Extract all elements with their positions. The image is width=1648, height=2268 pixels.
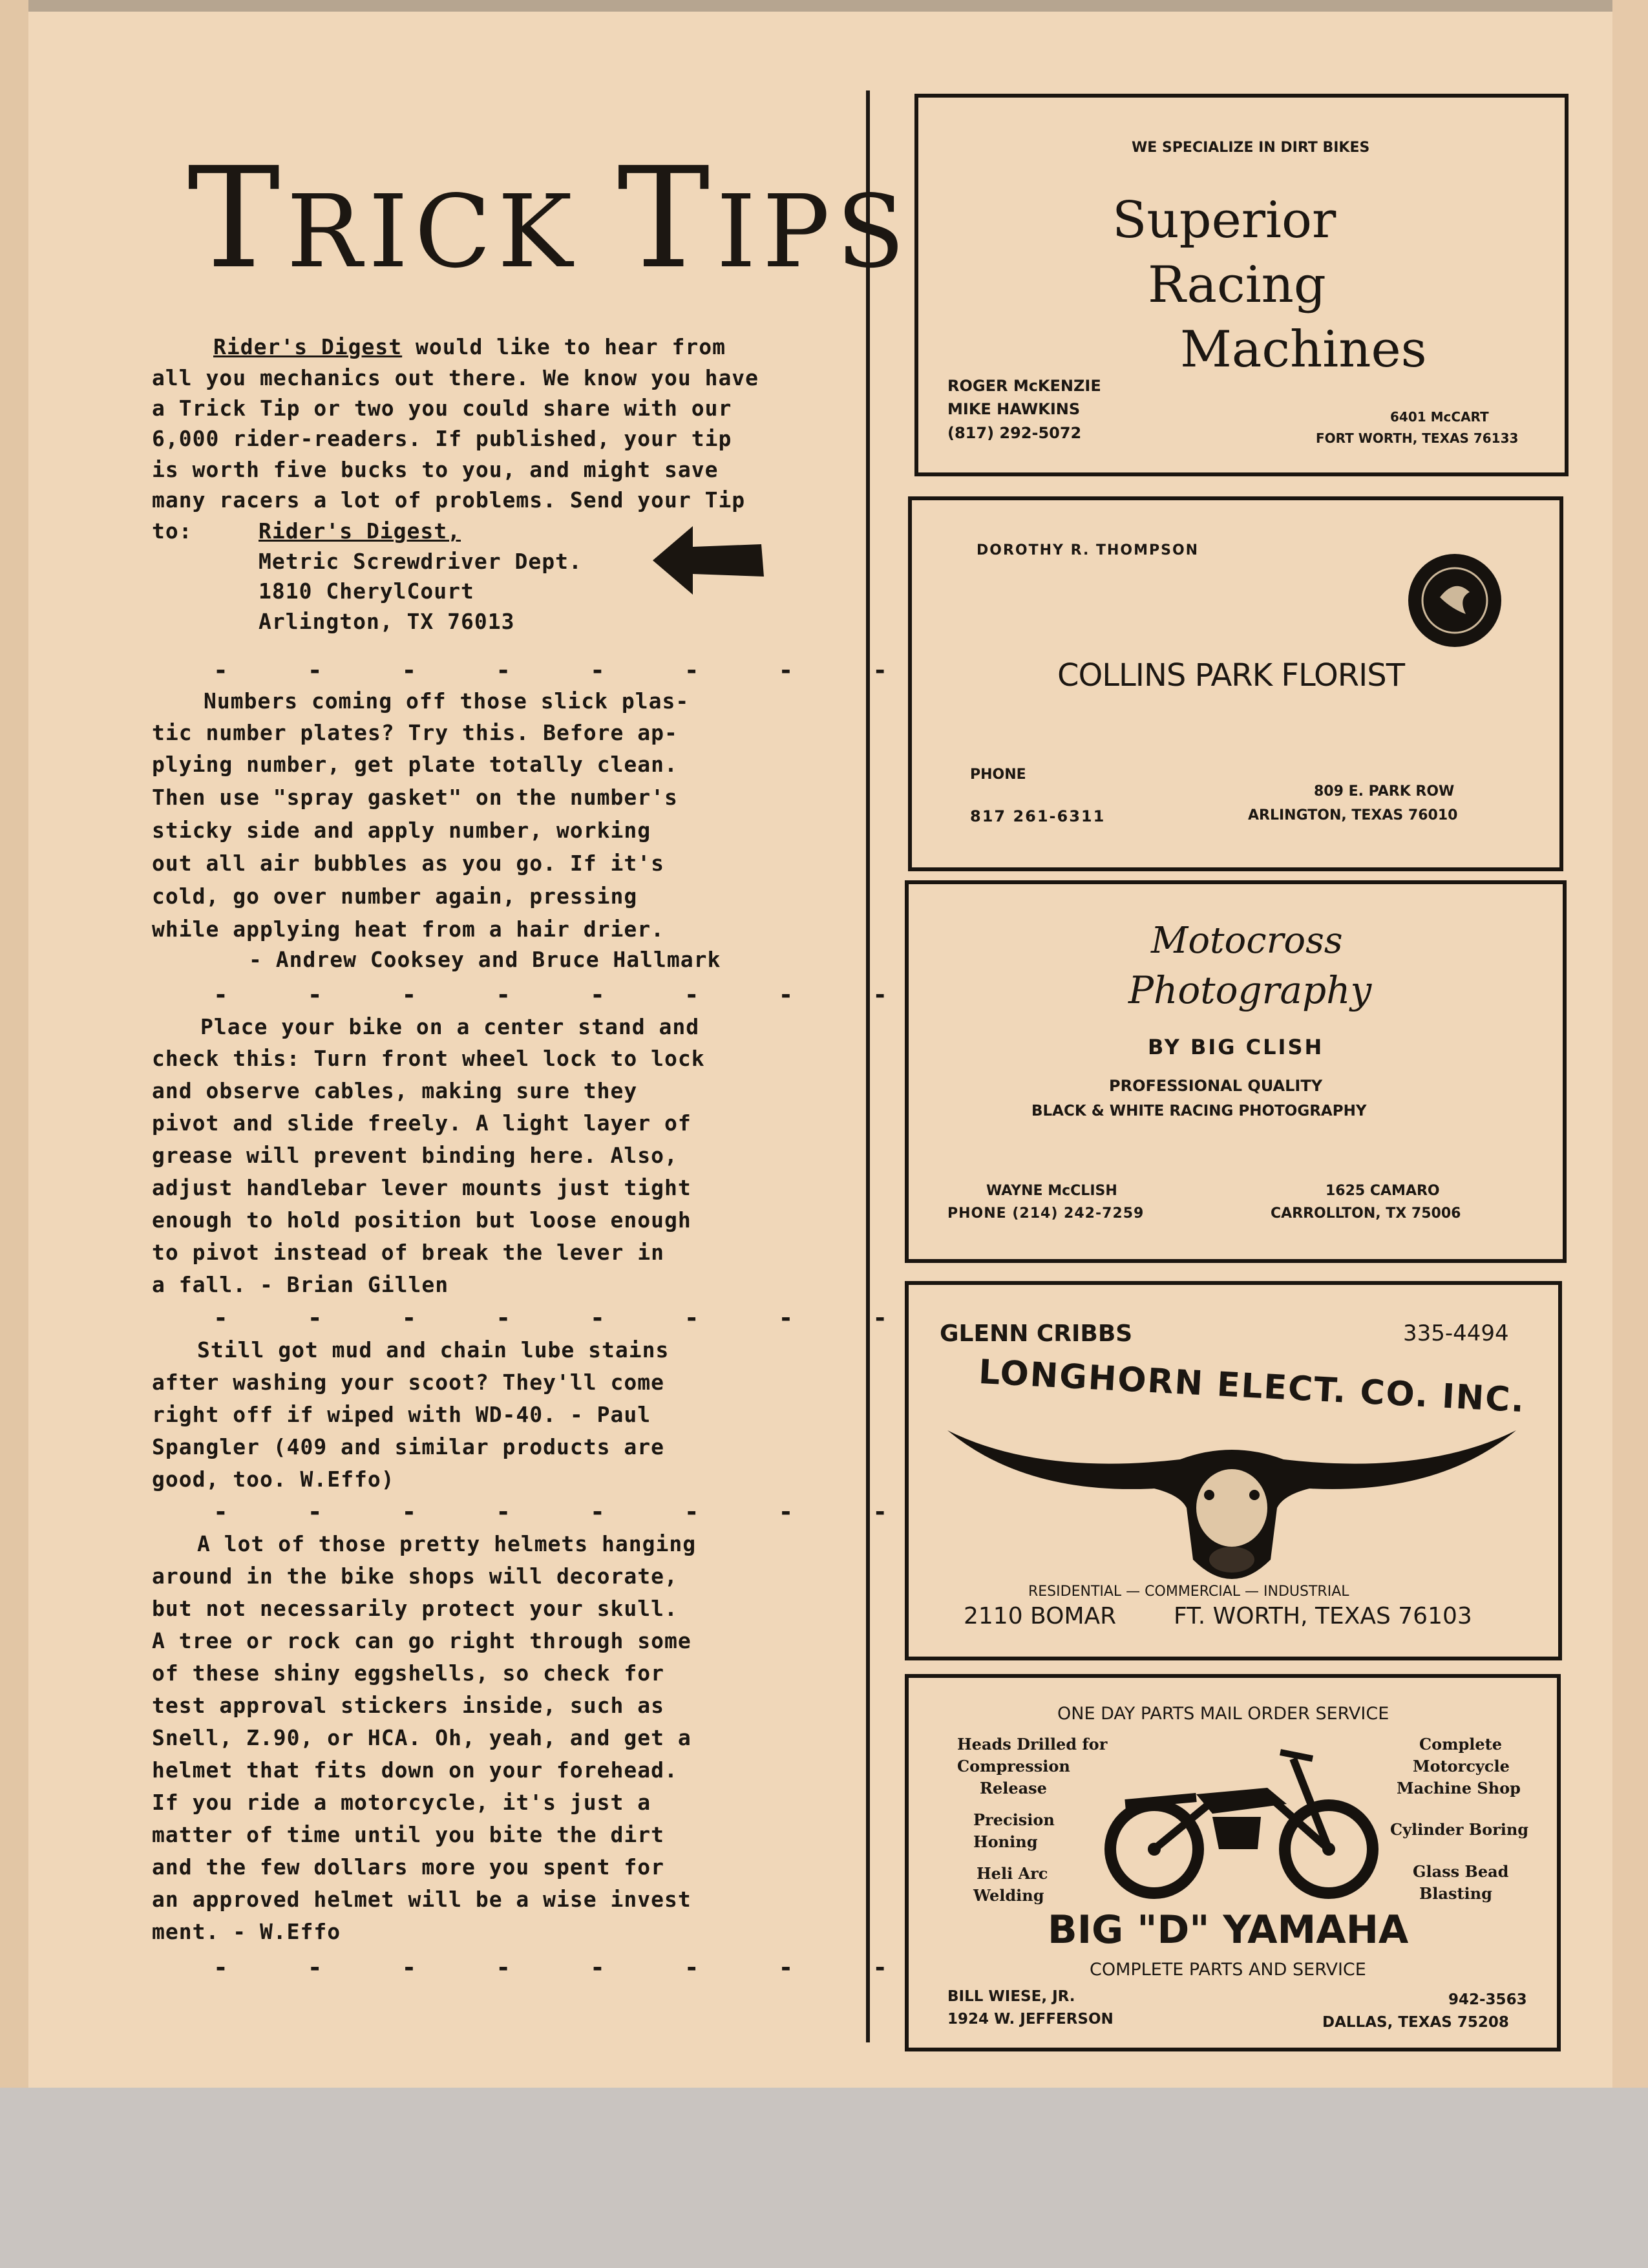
ad-phone: PHONE (214) 242-7259 bbox=[947, 1205, 1145, 1222]
ad-service-left: Precision bbox=[973, 1810, 1055, 1829]
ad-service-left: Heli Arc bbox=[977, 1864, 1048, 1883]
divider-5: - - - - - - - - bbox=[213, 1953, 920, 1982]
intro-text: would like to hear from bbox=[402, 334, 726, 359]
tip-line: ment. - W.Effo bbox=[152, 1919, 341, 1944]
tip-line: test approval stickers inside, such as bbox=[152, 1693, 664, 1718]
tip-line: Snell, Z.90, or HCA. Oh, yeah, and get a bbox=[152, 1725, 692, 1750]
ad-city: FORT WORTH, TEXAS 76133 bbox=[1316, 430, 1519, 446]
divider-1: - - - - - - - - bbox=[213, 656, 920, 684]
address-line-2: Metric Screwdriver Dept. bbox=[259, 549, 582, 574]
ad-service-right: Complete bbox=[1419, 1735, 1503, 1754]
tip-line: out all air bubbles as you go. If it's bbox=[152, 851, 664, 876]
ad-street: 809 E. PARK ROW bbox=[1314, 783, 1455, 800]
ad-service-left: Release bbox=[980, 1779, 1047, 1797]
ad-service-left: Heads Drilled for bbox=[957, 1735, 1108, 1754]
ad-collins-park-florist bbox=[908, 496, 1563, 871]
ad-longhorn-electric bbox=[905, 1281, 1562, 1660]
ad-name: LONGHORN ELECT. CO. INC. bbox=[977, 1353, 1527, 1421]
ad-name-line-1: Superior bbox=[1112, 191, 1336, 249]
ad-service-left: Compression bbox=[957, 1757, 1070, 1775]
title-part-1: RICK bbox=[286, 173, 618, 290]
tip-line: to pivot instead of break the lever in bbox=[152, 1240, 664, 1265]
tip-line: pivot and slide freely. A light layer of bbox=[152, 1110, 692, 1136]
ad-contact-1: ROGER McKENZIE bbox=[947, 377, 1101, 395]
tip-line: cold, go over number again, pressing bbox=[152, 884, 638, 909]
page-right-edge bbox=[1612, 0, 1648, 2088]
tip-line: plying number, get plate totally clean. bbox=[152, 752, 678, 777]
ad-contact: GLENN CRIBBS bbox=[940, 1320, 1133, 1347]
ad-title-2: Photography bbox=[1128, 968, 1372, 1012]
ad-tagline: WE SPECIALIZE IN DIRT BIKES bbox=[1132, 140, 1370, 156]
ad-street: 2110 BOMAR bbox=[964, 1603, 1117, 1629]
ad-phone-label: PHONE bbox=[970, 767, 1026, 783]
ad-city: CARROLLTON, TX 75006 bbox=[1271, 1205, 1461, 1222]
tip-line: enough to hold position but loose enough bbox=[152, 1207, 692, 1233]
ad-service-right: Machine Shop bbox=[1397, 1779, 1521, 1797]
ad-phone: 942-3563 bbox=[1448, 1991, 1527, 2008]
ad-phone: 335-4494 bbox=[1403, 1320, 1509, 1346]
tip-author: - Andrew Cooksey and Bruce Hallmark bbox=[249, 947, 721, 972]
ad-service-right: Blasting bbox=[1419, 1884, 1492, 1903]
page-left-edge bbox=[0, 0, 28, 2088]
tip-line: Still got mud and chain lube stains bbox=[197, 1337, 670, 1362]
intro-publication: Rider's Digest bbox=[213, 334, 403, 359]
ad-service: BLACK & WHITE RACING PHOTOGRAPHY bbox=[1031, 1103, 1367, 1119]
ad-service-right: Motorcycle bbox=[1413, 1757, 1510, 1775]
column-divider bbox=[866, 90, 870, 2042]
tip-line: but not necessarily protect your skull. bbox=[152, 1596, 678, 1621]
ad-big-d-yamaha bbox=[905, 1674, 1561, 2051]
tip-line: Spangler (409 and similar products are bbox=[152, 1434, 664, 1459]
ad-name-line-2: Racing bbox=[1148, 256, 1326, 314]
ad-quality: PROFESSIONAL QUALITY bbox=[1109, 1077, 1323, 1095]
divider-3: - - - - - - - - bbox=[213, 1304, 920, 1332]
tip-line: adjust handlebar lever mounts just tight bbox=[152, 1175, 692, 1200]
ad-phone: 817 261-6311 bbox=[970, 807, 1106, 825]
intro-line-3: a Trick Tip or two you could share with our bbox=[152, 396, 732, 421]
ad-title-1: Motocross bbox=[1151, 920, 1343, 962]
longhorn-bull-icon bbox=[947, 1404, 1516, 1579]
tip-line: an approved helmet will be a wise invest bbox=[152, 1887, 692, 1912]
tip-line: grease will prevent binding here. Also, bbox=[152, 1143, 678, 1168]
address-line-4: Arlington, TX 76013 bbox=[259, 609, 515, 634]
ad-name-line-3: Machines bbox=[1180, 321, 1427, 379]
tip-line: Then use "spray gasket" on the number's bbox=[152, 785, 678, 810]
ad-byline: BY BIG CLISH bbox=[1148, 1035, 1324, 1059]
address-line-3: 1810 CherylCourt bbox=[259, 578, 474, 604]
intro-line-6: many racers a lot of problems. Send your Tip bbox=[152, 487, 746, 513]
tip-line: sticky side and apply number, working bbox=[152, 818, 651, 843]
ad-street: 6401 McCART bbox=[1390, 409, 1489, 425]
tip-line: Place your bike on a center stand and bbox=[200, 1014, 700, 1039]
title-part-2: IPS bbox=[716, 173, 912, 290]
ad-superior-racing bbox=[914, 94, 1569, 476]
address-line-1 bbox=[259, 520, 461, 542]
ad-name: COLLINS PARK FLORIST bbox=[1057, 657, 1405, 694]
tip-line: Numbers coming off those slick plas- bbox=[204, 688, 690, 714]
tip-line: check this: Turn front wheel lock to lock bbox=[152, 1046, 705, 1071]
arrow-left-icon bbox=[653, 525, 769, 596]
ad-services: RESIDENTIAL — COMMERCIAL — INDUSTRIAL bbox=[1028, 1584, 1349, 1600]
page-title bbox=[187, 137, 912, 299]
ad-street: 1625 CAMARO bbox=[1326, 1183, 1440, 1199]
motorcycle-icon bbox=[1099, 1733, 1384, 1901]
tip-line: while applying heat from a hair drier. bbox=[152, 917, 664, 942]
ad-street: 1924 W. JEFFERSON bbox=[947, 2011, 1114, 2028]
divider-2: - - - - - - - - bbox=[213, 980, 920, 1009]
intro-line-4: 6,000 rider-readers. If published, your tip bbox=[152, 426, 732, 451]
tip-line: right off if wiped with WD-40. - Paul bbox=[152, 1402, 651, 1427]
ad-name: BIG "D" YAMAHA bbox=[1048, 1907, 1409, 1953]
tip-line: and the few dollars more you spent for bbox=[152, 1854, 664, 1880]
title-initial-1: T bbox=[187, 137, 287, 299]
tip-line: around in the bike shops will decorate, bbox=[152, 1563, 678, 1589]
tip-line: matter of time until you bite the dirt bbox=[152, 1822, 664, 1847]
page-top-edge bbox=[0, 0, 1648, 12]
tip-line: of these shiny eggshells, so check for bbox=[152, 1660, 664, 1686]
tip-line: A tree or rock can go right through some bbox=[152, 1628, 692, 1653]
tip-author-line: a fall. - Brian Gillen bbox=[152, 1272, 449, 1297]
ad-service-right: Cylinder Boring bbox=[1390, 1820, 1529, 1839]
ad-contact-2: MIKE HAWKINS bbox=[947, 400, 1081, 418]
ad-owner: BILL WIESE, JR. bbox=[947, 1988, 1075, 2005]
tip-line: helmet that fits down on your forehead. bbox=[152, 1757, 678, 1783]
florist-logo-icon bbox=[1406, 552, 1503, 649]
tip-line: tic number plates? Try this. Before ap- bbox=[152, 720, 678, 745]
ad-city: DALLAS, TEXAS 75208 bbox=[1322, 2014, 1509, 2031]
ad-service-right: Glass Bead bbox=[1413, 1862, 1509, 1881]
title-initial-2: T bbox=[617, 137, 717, 299]
tip-line: If you ride a motorcycle, it's just a bbox=[152, 1790, 651, 1815]
tip-line: after washing your scoot? They'll come bbox=[152, 1370, 664, 1395]
ad-service-left: Welding bbox=[973, 1886, 1044, 1905]
intro-to-label: to: bbox=[152, 518, 193, 544]
ad-headline: ONE DAY PARTS MAIL ORDER SERVICE bbox=[1057, 1704, 1389, 1724]
divider-4: - - - - - - - - bbox=[213, 1498, 920, 1526]
tip-line: and observe cables, making sure they bbox=[152, 1078, 638, 1103]
ad-phone: (817) 292-5072 bbox=[947, 424, 1082, 442]
intro-line-1 bbox=[213, 336, 726, 357]
ad-motocross-photography bbox=[905, 880, 1567, 1263]
ad-owner: DOROTHY R. THOMPSON bbox=[977, 542, 1199, 558]
intro-line-2: all you mechanics out there. We know you have bbox=[152, 365, 759, 390]
ad-name: WAYNE McCLISH bbox=[986, 1183, 1117, 1199]
tip-line: A lot of those pretty helmets hanging bbox=[197, 1531, 697, 1556]
ad-service-left: Honing bbox=[973, 1832, 1038, 1851]
address-publication: Rider's Digest, bbox=[259, 518, 461, 544]
tip-line: good, too. W.Effo) bbox=[152, 1467, 395, 1492]
ad-city: ARLINGTON, TEXAS 76010 bbox=[1248, 807, 1458, 823]
ad-subtitle: COMPLETE PARTS AND SERVICE bbox=[1090, 1960, 1366, 1980]
ad-city: FT. WORTH, TEXAS 76103 bbox=[1174, 1603, 1472, 1629]
intro-line-5: is worth five bucks to you, and might save bbox=[152, 457, 719, 482]
